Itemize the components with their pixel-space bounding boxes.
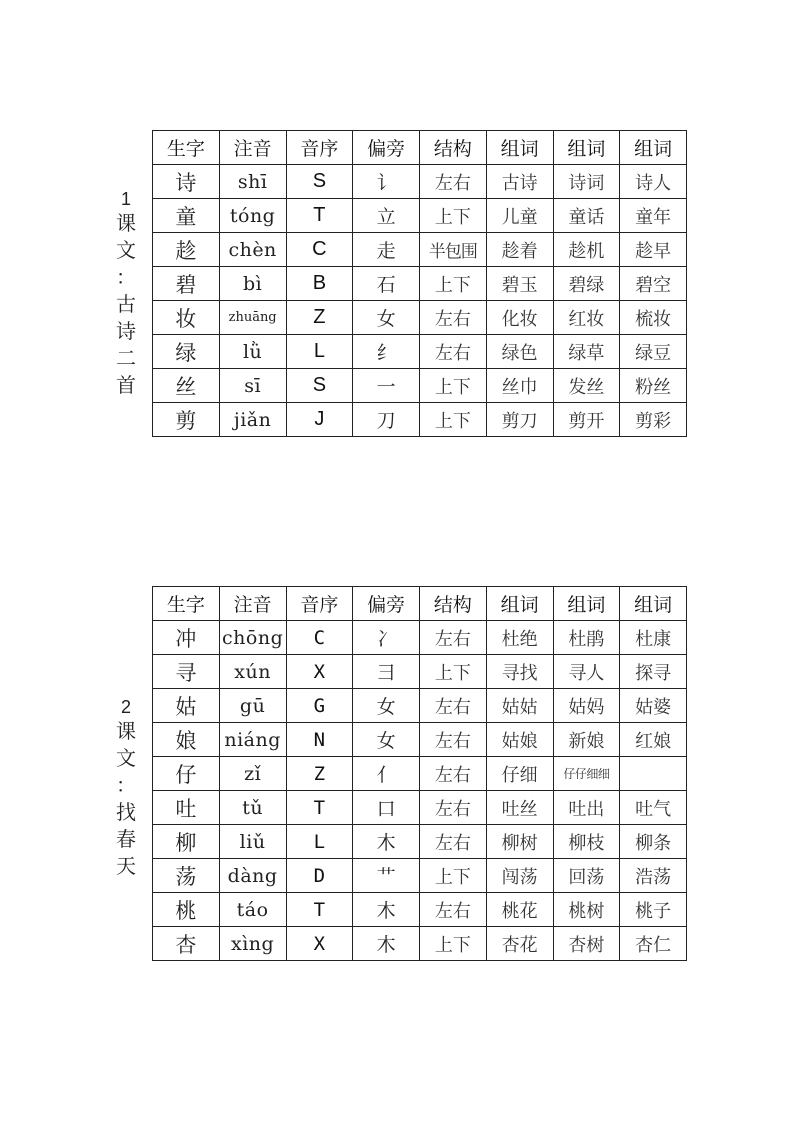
radical-cell: 艹	[353, 859, 420, 893]
radical-cell: 女	[353, 689, 420, 723]
radical-cell: 彐	[353, 655, 420, 689]
radical-cell: 木	[353, 825, 420, 859]
word-cell: 杏花	[486, 927, 553, 961]
table-row	[153, 621, 687, 655]
word-cell: 桃树	[553, 893, 620, 927]
word-cell: 童话	[553, 199, 620, 233]
char-cell: 剪	[153, 403, 220, 437]
table-row	[153, 655, 687, 689]
word-cell: 发丝	[553, 369, 620, 403]
letter-cell: S	[286, 165, 353, 199]
pinyin-cell: zhuāng	[219, 301, 286, 335]
pinyin-cell: jiǎn	[219, 403, 286, 437]
char-cell: 碧	[153, 267, 220, 301]
header-cell: 组词	[553, 131, 620, 165]
word-cell: 绿色	[486, 335, 553, 369]
lesson-2-label	[111, 696, 141, 880]
label-char: 天	[116, 854, 136, 878]
table-row	[153, 335, 687, 369]
structure-cell: 左右	[420, 791, 487, 825]
char-cell: 柳	[153, 825, 220, 859]
radical-cell: 冫	[353, 621, 420, 655]
word-cell: 杏树	[553, 927, 620, 961]
radical-cell: 女	[353, 723, 420, 757]
radical-cell: 讠	[353, 165, 420, 199]
radical-cell: 走	[353, 233, 420, 267]
word-cell: 诗词	[553, 165, 620, 199]
char-cell: 姑	[153, 689, 220, 723]
label-char: 诗	[116, 319, 136, 343]
word-cell: 碧绿	[553, 267, 620, 301]
char-cell: 童	[153, 199, 220, 233]
label-char: 找	[116, 800, 136, 824]
structure-cell: 左右	[420, 301, 487, 335]
word-cell: 丝巾	[486, 369, 553, 403]
char-cell: 荡	[153, 859, 220, 893]
pinyin-cell: xìng	[219, 927, 286, 961]
table-row	[153, 369, 687, 403]
header-cell: 注音	[219, 587, 286, 621]
radical-cell: 立	[353, 199, 420, 233]
label-char: 二	[116, 346, 136, 370]
header-cell: 组词	[620, 587, 687, 621]
char-cell: 绿	[153, 335, 220, 369]
structure-cell: 左右	[420, 335, 487, 369]
structure-cell: 左右	[420, 621, 487, 655]
table-row	[153, 403, 687, 437]
radical-cell: 刀	[353, 403, 420, 437]
header-cell: 音序	[286, 131, 353, 165]
word-cell: 红娘	[620, 723, 687, 757]
structure-cell: 左右	[420, 723, 487, 757]
char-cell: 寻	[153, 655, 220, 689]
pinyin-cell: tóng	[219, 199, 286, 233]
table-row	[153, 859, 687, 893]
structure-cell: 上下	[420, 267, 487, 301]
word-cell: 闯荡	[486, 859, 553, 893]
letter-cell: J	[286, 403, 353, 437]
lesson-1-table	[152, 130, 687, 437]
word-cell: 柳枝	[553, 825, 620, 859]
label-char: 古	[116, 292, 136, 316]
char-cell: 桃	[153, 893, 220, 927]
header-cell: 音序	[286, 587, 353, 621]
letter-cell: T	[286, 199, 353, 233]
table-row	[153, 723, 687, 757]
word-cell: 童年	[620, 199, 687, 233]
structure-cell: 半包围	[420, 233, 487, 267]
pinyin-cell: chèn	[219, 233, 286, 267]
label-char: 首	[116, 373, 136, 397]
word-cell: 吐丝	[486, 791, 553, 825]
structure-cell: 上下	[420, 927, 487, 961]
label-char: ：	[116, 773, 136, 797]
char-cell: 诗	[153, 165, 220, 199]
table-row	[153, 233, 687, 267]
word-cell	[620, 757, 687, 791]
table-row	[153, 165, 687, 199]
radical-cell: 纟	[353, 335, 420, 369]
word-cell: 碧空	[620, 267, 687, 301]
table-row	[153, 757, 687, 791]
structure-cell: 上下	[420, 859, 487, 893]
label-char: ：	[116, 265, 136, 289]
label-char: 课	[116, 719, 136, 743]
word-cell: 桃花	[486, 893, 553, 927]
pinyin-cell: chōng	[219, 621, 286, 655]
word-cell: 绿豆	[620, 335, 687, 369]
word-cell: 粉丝	[620, 369, 687, 403]
radical-cell: 口	[353, 791, 420, 825]
radical-cell: 亻	[353, 757, 420, 791]
structure-cell: 左右	[420, 689, 487, 723]
label-char: 春	[116, 827, 136, 851]
letter-cell: D	[286, 859, 353, 893]
letter-cell: B	[286, 267, 353, 301]
pinyin-cell: lǜ	[219, 335, 286, 369]
table-row	[153, 199, 687, 233]
word-cell: 柳树	[486, 825, 553, 859]
letter-cell: G	[286, 689, 353, 723]
table-row	[153, 791, 687, 825]
header-cell: 注音	[219, 131, 286, 165]
letter-cell: Z	[286, 757, 353, 791]
letter-cell: T	[286, 893, 353, 927]
table-row	[153, 893, 687, 927]
header-cell: 生字	[153, 587, 220, 621]
word-cell: 儿童	[486, 199, 553, 233]
word-cell: 诗人	[620, 165, 687, 199]
char-cell: 杏	[153, 927, 220, 961]
letter-cell: X	[286, 927, 353, 961]
pinyin-cell: gū	[219, 689, 286, 723]
word-cell: 梳妆	[620, 301, 687, 335]
word-cell: 寻人	[553, 655, 620, 689]
word-cell: 红妆	[553, 301, 620, 335]
letter-cell: L	[286, 335, 353, 369]
word-cell: 姑姑	[486, 689, 553, 723]
letter-cell: C	[286, 621, 353, 655]
pinyin-cell: zǐ	[219, 757, 286, 791]
word-cell: 杜鹃	[553, 621, 620, 655]
letter-cell: N	[286, 723, 353, 757]
word-cell: 剪彩	[620, 403, 687, 437]
header-cell: 组词	[620, 131, 687, 165]
word-cell: 仔细	[486, 757, 553, 791]
word-cell: 碧玉	[486, 267, 553, 301]
word-cell: 绿草	[553, 335, 620, 369]
word-cell: 探寻	[620, 655, 687, 689]
header-row	[153, 131, 687, 165]
header-cell: 组词	[486, 131, 553, 165]
structure-cell: 左右	[420, 893, 487, 927]
lesson-number: 1	[120, 189, 131, 209]
header-cell: 偏旁	[353, 587, 420, 621]
char-cell: 妆	[153, 301, 220, 335]
word-cell: 剪刀	[486, 403, 553, 437]
header-cell: 组词	[486, 587, 553, 621]
char-cell: 丝	[153, 369, 220, 403]
header-cell: 结构	[420, 131, 487, 165]
word-cell: 姑妈	[553, 689, 620, 723]
structure-cell: 上下	[420, 655, 487, 689]
char-cell: 冲	[153, 621, 220, 655]
word-cell: 化妆	[486, 301, 553, 335]
table-row	[153, 689, 687, 723]
word-cell: 桃子	[620, 893, 687, 927]
word-cell: 趁着	[486, 233, 553, 267]
pinyin-cell: tǔ	[219, 791, 286, 825]
char-cell: 娘	[153, 723, 220, 757]
label-char: 课	[116, 211, 136, 235]
char-cell: 仔	[153, 757, 220, 791]
pinyin-cell: bì	[219, 267, 286, 301]
word-cell: 姑婆	[620, 689, 687, 723]
label-char: 文	[116, 746, 136, 770]
header-cell: 偏旁	[353, 131, 420, 165]
label-char: 文	[116, 238, 136, 262]
header-cell: 结构	[420, 587, 487, 621]
pinyin-cell: liǔ	[219, 825, 286, 859]
char-cell: 趁	[153, 233, 220, 267]
pinyin-cell: niáng	[219, 723, 286, 757]
structure-cell: 左右	[420, 165, 487, 199]
structure-cell: 左右	[420, 825, 487, 859]
letter-cell: S	[286, 369, 353, 403]
pinyin-cell: táo	[219, 893, 286, 927]
char-cell: 吐	[153, 791, 220, 825]
header-cell: 生字	[153, 131, 220, 165]
word-cell: 剪开	[553, 403, 620, 437]
table-row	[153, 267, 687, 301]
letter-cell: X	[286, 655, 353, 689]
word-cell: 趁早	[620, 233, 687, 267]
word-cell: 趁机	[553, 233, 620, 267]
word-cell: 新娘	[553, 723, 620, 757]
word-cell: 浩荡	[620, 859, 687, 893]
radical-cell: 石	[353, 267, 420, 301]
structure-cell: 上下	[420, 199, 487, 233]
word-cell: 吐出	[553, 791, 620, 825]
letter-cell: T	[286, 791, 353, 825]
header-row	[153, 587, 687, 621]
word-cell: 吐气	[620, 791, 687, 825]
radical-cell: 一	[353, 369, 420, 403]
letter-cell: L	[286, 825, 353, 859]
lesson-2-table	[152, 586, 687, 961]
word-cell: 姑娘	[486, 723, 553, 757]
table-row	[153, 927, 687, 961]
pinyin-cell: dàng	[219, 859, 286, 893]
word-cell: 杏仁	[620, 927, 687, 961]
lesson-1-label	[111, 188, 141, 399]
word-cell: 回荡	[553, 859, 620, 893]
word-cell: 古诗	[486, 165, 553, 199]
radical-cell: 女	[353, 301, 420, 335]
structure-cell: 上下	[420, 369, 487, 403]
word-cell: 仔仔细细	[553, 757, 620, 791]
word-cell: 杜绝	[486, 621, 553, 655]
word-cell: 柳条	[620, 825, 687, 859]
table-row	[153, 301, 687, 335]
letter-cell: C	[286, 233, 353, 267]
pinyin-cell: sī	[219, 369, 286, 403]
radical-cell: 木	[353, 927, 420, 961]
table-row	[153, 825, 687, 859]
pinyin-cell: xún	[219, 655, 286, 689]
word-cell: 寻找	[486, 655, 553, 689]
header-cell: 组词	[553, 587, 620, 621]
word-cell: 杜康	[620, 621, 687, 655]
letter-cell: Z	[286, 301, 353, 335]
lesson-number: 2	[120, 697, 131, 717]
radical-cell: 木	[353, 893, 420, 927]
structure-cell: 左右	[420, 757, 487, 791]
pinyin-cell: shī	[219, 165, 286, 199]
structure-cell: 上下	[420, 403, 487, 437]
